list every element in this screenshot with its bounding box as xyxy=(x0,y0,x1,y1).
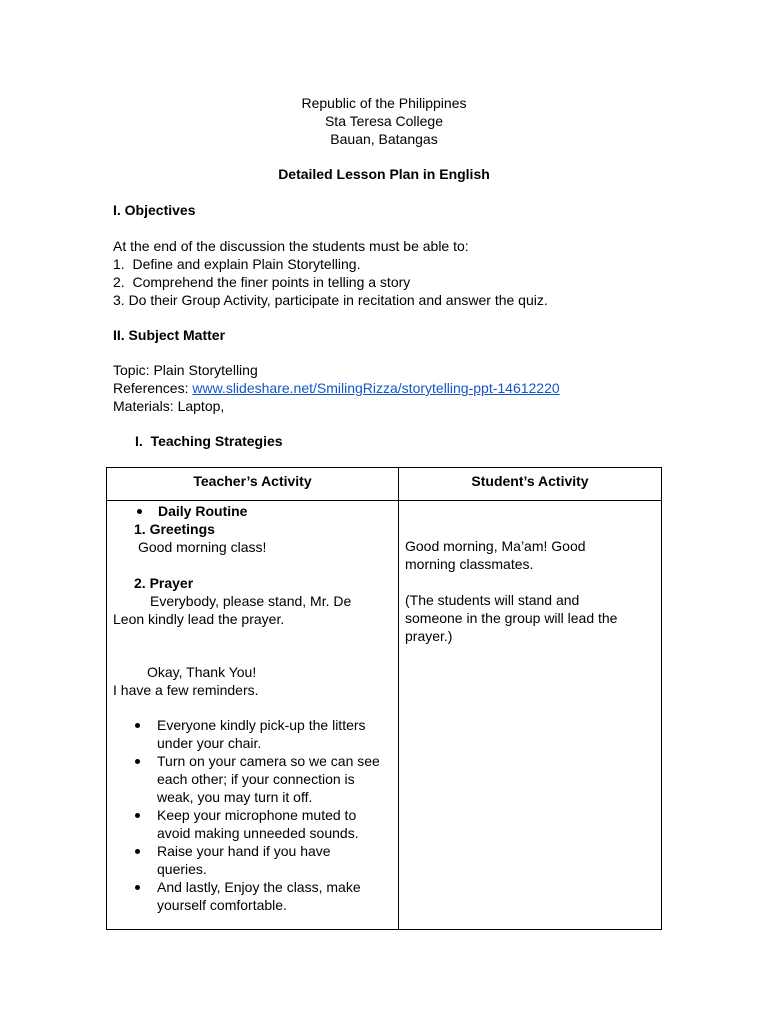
references-label: References: xyxy=(113,380,193,396)
bullet-icon xyxy=(135,885,140,890)
list-item xyxy=(107,716,385,752)
reminder-text: And lastly, Enjoy the class, make yourself comfortable. xyxy=(157,879,361,913)
prayer-response: (The students will stand and someone in the group will lead the prayer.) xyxy=(405,592,618,644)
daily-routine-heading: Daily Routine xyxy=(158,503,248,519)
topic-line: Topic: Plain Storytelling xyxy=(113,362,258,378)
document-title: Detailed Lesson Plan in English xyxy=(278,166,490,182)
objective-item: 1. Define and explain Plain Storytelling. xyxy=(113,256,361,272)
bullet-icon xyxy=(135,759,140,764)
list-item xyxy=(107,842,367,878)
greeting-response: Good morning, Ma’am! Good morning classmates. xyxy=(405,538,586,572)
reminder-text: Turn on your camera so we can see each other; if your connection is weak, you may turn it off. xyxy=(157,753,380,805)
reminder-text: Raise your hand if you have queries. xyxy=(157,843,331,877)
subject-matter-heading: II. Subject Matter xyxy=(113,327,226,343)
list-item xyxy=(107,878,385,914)
reminders-intro: I have a few reminders. xyxy=(113,682,259,698)
student-activity-header: Student’s Activity xyxy=(471,473,589,489)
objective-item: 2. Comprehend the finer points in telling a story xyxy=(113,274,411,290)
materials-line: Materials: Laptop, xyxy=(113,398,225,414)
prayer-text-line1: Everybody, please stand, Mr. De xyxy=(150,593,352,609)
objectives-heading: I. Objectives xyxy=(113,202,196,218)
bullet-icon xyxy=(135,849,140,854)
teacher-activity-cell xyxy=(107,468,398,929)
objective-item: 3. Do their Group Activity, participate in recitation and answer the quiz. xyxy=(113,292,548,308)
prayer-text-line2: Leon kindly lead the prayer. xyxy=(113,611,285,627)
thanks-text: Okay, Thank You! xyxy=(147,664,257,680)
list-item xyxy=(107,752,385,806)
references-line xyxy=(113,379,560,397)
activity-table xyxy=(106,467,662,930)
reminders-list xyxy=(107,716,392,914)
references-link[interactable]: www.slideshare.net/SmilingRizza/storytelling-ppt-14612220 xyxy=(192,380,560,396)
prayer-heading: 2. Prayer xyxy=(134,575,194,591)
reminder-text: Everyone kindly pick-up the litters under your chair. xyxy=(157,717,366,751)
teacher-activity-header: Teacher’s Activity xyxy=(193,473,312,489)
strategies-heading: I. Teaching Strategies xyxy=(135,433,283,449)
bullet-icon xyxy=(135,813,140,818)
objectives-intro: At the end of the discussion the students must be able to: xyxy=(113,238,469,254)
greetings-text: Good morning class! xyxy=(138,539,267,555)
student-activity-cell xyxy=(399,468,661,929)
bullet-icon xyxy=(137,509,142,514)
greetings-heading: 1. Greetings xyxy=(134,521,215,537)
college-name: Sta Teresa College xyxy=(324,113,444,129)
bullet-icon xyxy=(135,723,140,728)
list-item xyxy=(107,806,385,842)
college-location: Bauan, Batangas xyxy=(330,131,438,147)
republic-line: Republic of the Philippines xyxy=(301,95,467,111)
reminder-text: Keep your microphone muted to avoid making unneeded sounds. xyxy=(157,807,359,841)
